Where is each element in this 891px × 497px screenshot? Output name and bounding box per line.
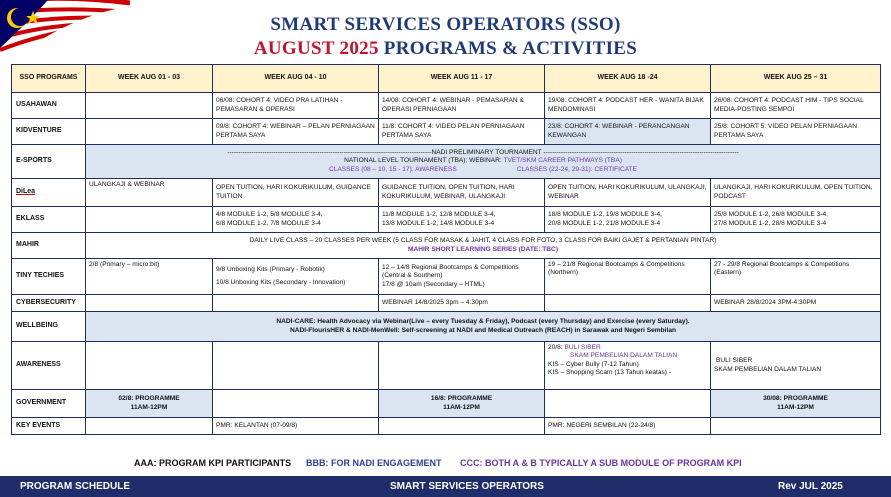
esports-all-weeks <box>86 145 881 179</box>
row-label-government: GOVERNMENT <box>12 390 86 418</box>
cyber-week1 <box>86 295 213 312</box>
kidventure-week4: 23/8: COHORT 4: WEBINAR - PERANCANGAN KEWANGAN <box>545 119 711 145</box>
eklass-week3: 11/8 MODULE 1-2, 12/8 MODULE 3-4, 13/8 MODULE 1-2, 14/8 MODULE 3-4 <box>379 207 545 233</box>
usahawan-week2: 06/08: COHORT 4: VIDEO PRA LATIHAN - PEMASARAN & OPERASI <box>213 93 379 119</box>
row-label-tiny-techies: TINY TECHIES <box>12 259 86 295</box>
row-dilea <box>12 179 881 207</box>
awareness-week5: BULI SIBER SKAM PEMBELIAN DALAM TALIAN <box>711 342 881 390</box>
col-header-week1: WEEK AUG 01 - 03 <box>86 65 213 93</box>
awareness-week1 <box>86 342 213 390</box>
tiny-week2: 9/8 Unboxing Kits (Primary - Robotik) 10/8 Unboxing Kits (Secondary - Innovation) <box>213 259 379 295</box>
row-label-mahir: MAHIR <box>12 233 86 259</box>
esports-line2-a: NATIONAL LEVEL TOURNAMENT (TBA); WEBINAR: <box>344 157 504 165</box>
usahawan-week3: 14/08: COHORT 4: WEBINAR - PEMASARAN & OPERASI PERNIAGAAN <box>379 93 545 119</box>
row-usahawan <box>12 93 881 119</box>
col-header-programs: SSO PROGRAMS <box>12 65 86 93</box>
awareness-week2 <box>213 342 379 390</box>
row-label-key-events: KEY EVENTS <box>12 418 86 435</box>
footer-left: PROGRAM SCHEDULE <box>20 481 131 492</box>
col-header-week5: WEEK AUG 25 – 31 <box>711 65 881 93</box>
dilea-week2: OPEN TUITION, HARI KOKURIKULUM, GUIDANCE TUITION <box>213 179 379 207</box>
schedule-table <box>11 64 881 435</box>
usahawan-week4: 19/08: COHORT 4: PODCAST HER - WANITA BIJAK MENDOMINASI <box>545 93 711 119</box>
esports-line3-b: CLASSES (22-24, 29-31): CERTIFICATE <box>516 165 638 173</box>
row-mahir <box>12 233 881 259</box>
keyevents-week3 <box>379 418 545 435</box>
row-label-esports: E-SPORTS <box>12 145 86 179</box>
keyevents-week4: PMR: NEGERI SEMBILAN (22-24/8) <box>545 418 711 435</box>
row-label-wellbeing: WELLBEING <box>12 312 86 342</box>
government-week1: 02/8: PROGRAMME 11AM-12PM <box>86 390 213 418</box>
mahir-line1: DAILY LIVE CLASS – 20 CLASSES PER WEEK (5 CLASS FOR MASAK & JAHIT, 4 CLASS FOR FOTO, 3 CLASS FOR BAIKI GAJET & PERTANIAN PINTAR) <box>249 237 717 245</box>
mahir-all-weeks <box>86 233 881 259</box>
page-title: SMART SERVICES OPERATORS (SSO) <box>270 14 621 35</box>
tiny-week4: 19 – 21/8 Regional Bootcamps & Competitions (Northern) <box>545 259 711 295</box>
eklass-week5: 25/8 MODULE 1-2, 26/8 MODULE 3-4, 27/8 MODULE 1-2, 28/8 MODULE 3-4 <box>711 207 881 233</box>
dilea-week4: OPEN TUITION, HARI KOKURIKULUM, ULANGKAJI, WEBINAR <box>545 179 711 207</box>
row-label-cybersecurity: CYBERSECURITY <box>12 295 86 312</box>
eklass-week1 <box>86 207 213 233</box>
keyevents-week2: PMR: KELANTAN (07-09/8) <box>213 418 379 435</box>
row-label-usahawan: USAHAWAN <box>12 93 86 119</box>
esports-line3-a: CLASSES (08 – 10, 15 - 17): AWARENESS <box>328 165 457 173</box>
kidventure-week1 <box>86 119 213 145</box>
tiny-week1: 2/8 (Primary – micro:bit) <box>86 259 213 295</box>
row-label-awareness: AWARENESS <box>12 342 86 390</box>
tiny-week5: 27 - 29/8 Regional Bootcamps & Competitions (Eastern) <box>711 259 881 295</box>
row-wellbeing <box>12 312 881 342</box>
esports-line3 <box>89 166 877 174</box>
row-government <box>12 390 881 418</box>
row-label-kidventure: KIDVENTURE <box>12 119 86 145</box>
esports-line2 <box>89 157 877 165</box>
esports-line2-b: TVET/SKM CAREER PATHWAYS (TBA) <box>503 157 622 165</box>
header-row <box>12 65 881 93</box>
legend-aaa: AAA: PROGRAM KPI PARTICIPANTS <box>134 458 292 468</box>
row-tiny-techies <box>12 259 881 295</box>
row-label-dilea: DiLea <box>12 179 86 207</box>
government-week5: 30/08: PROGRAMME 11AM-12PM <box>711 390 881 418</box>
row-kidventure <box>12 119 881 145</box>
row-label-eklass: EKLASS <box>12 207 86 233</box>
eklass-week4: 18/8 MODULE 1-2, 19/8 MODULE 3-4, 20/8 MODULE 1-2, 21/8 MODULE 3-4 <box>545 207 711 233</box>
usahawan-week5: 26/08: COHORT 4: PODCAST HIM - TIPS SOCIAL MEDIA-POSTING SEMPOI <box>711 93 881 119</box>
government-week2 <box>213 390 379 418</box>
dilea-week5: ULANGKAJI, HARI KOKURIKULUM, OPEN TUITION, PODCAST <box>711 179 881 207</box>
wellbeing-all-weeks <box>86 312 881 342</box>
row-esports <box>12 145 881 179</box>
awareness-week4: 20/8: BULI SIBER SKAM PEMBELIAN DALAM TALIAN KIS – Cyber Bully (7-12 Tahun) KIS – Shopping Scam (13 Tahun keatas) - <box>545 342 711 390</box>
tiny-week3: 12 – 14/8 Regional Bootcamps & Competitions (Central & Southern) 17/8 @ 10am (Secondary – HTML) <box>379 259 545 295</box>
keyevents-week5 <box>711 418 881 435</box>
cyber-week4 <box>545 295 711 312</box>
title-rest: PROGRAMS & ACTIVITIES <box>378 38 638 59</box>
wellbeing-line2: NADI-FlourisHER & NADI-MenWell: Self-screening at NADI and Medical Outreach (REACH) in Sarawak and Negeri Sembilan <box>289 326 677 334</box>
dilea-week1: ULANGKAJI & WEBINAR <box>86 179 213 207</box>
wellbeing-line1: NADI-CARE: Health Advocacy via Webinar(Live – every Tuesday & Friday), Podcast (every Thursday) and Exercise (every Saturday). <box>276 318 690 326</box>
government-week3: 16/8: PROGRAMME 11AM-12PM <box>379 390 545 418</box>
cyber-week2 <box>213 295 379 312</box>
awareness-week3 <box>379 342 545 390</box>
keyevents-week1 <box>86 418 213 435</box>
row-cybersecurity <box>12 295 881 312</box>
col-header-week2: WEEK AUG 04 - 10 <box>213 65 379 93</box>
esports-line1: ---------------------------------------------------------------------------------------------NADI PRELIMINARY TOURNAMENT ----------------------------------------------------------------------------------------- <box>227 148 739 156</box>
title-month: AUGUST 2025 <box>253 38 379 59</box>
usahawan-week1 <box>86 93 213 119</box>
row-awareness <box>12 342 881 390</box>
row-eklass <box>12 207 881 233</box>
kidventure-week2: 09/8: COHORT 4: WEBINAR – PELAN PERNIAGAAN PERTAMA SAYA <box>213 119 379 145</box>
eklass-week2: 4/8 MODULE 1-2, 5/8 MODULE 3-4, 6/8 MODULE 1-2, 7/8 MODULE 3-4 <box>213 207 379 233</box>
legend-bbb: BBB: FOR NADI ENGAGEMENT <box>306 458 442 468</box>
government-week4 <box>545 390 711 418</box>
col-header-week3: WEEK AUG 11 - 17 <box>379 65 545 93</box>
footer-right: Rev JUL 2025 <box>778 481 843 492</box>
row-key-events <box>12 418 881 435</box>
legend-ccc: CCC: BOTH A & B TYPICALLY A SUB MODULE OF PROGRAM KPI <box>460 458 742 468</box>
dilea-week3: GUIDANCE TUITION, OPEN TUITION, HARI KOKURIKULUM, WEBINAR, ULANGKAJI <box>379 179 545 207</box>
mahir-line2: MAHIR SHORT LEARNING SERIES (DATE: TBC) <box>407 245 559 253</box>
kidventure-week3: 11/8: COHORT 4: VIDEO PELAN PERNIAGAAN PERTAMA SAYA <box>379 119 545 145</box>
cyber-week3: WEBINAR 14/8/2025 3pm – 4:30pm <box>379 295 545 312</box>
footer-bar <box>0 476 891 497</box>
page-subtitle <box>0 38 891 60</box>
footer-center: SMART SERVICES OPERATORS <box>390 481 544 492</box>
cyber-week5: WEBINAR 28/8/2024 3PM-4:30PM <box>711 295 881 312</box>
kidventure-week5: 25/8: COHORT 5: VIDEO PELAN PERNIAGAAN PERTAMA SAYA <box>711 119 881 145</box>
col-header-week4: WEEK AUG 18 -24 <box>545 65 711 93</box>
